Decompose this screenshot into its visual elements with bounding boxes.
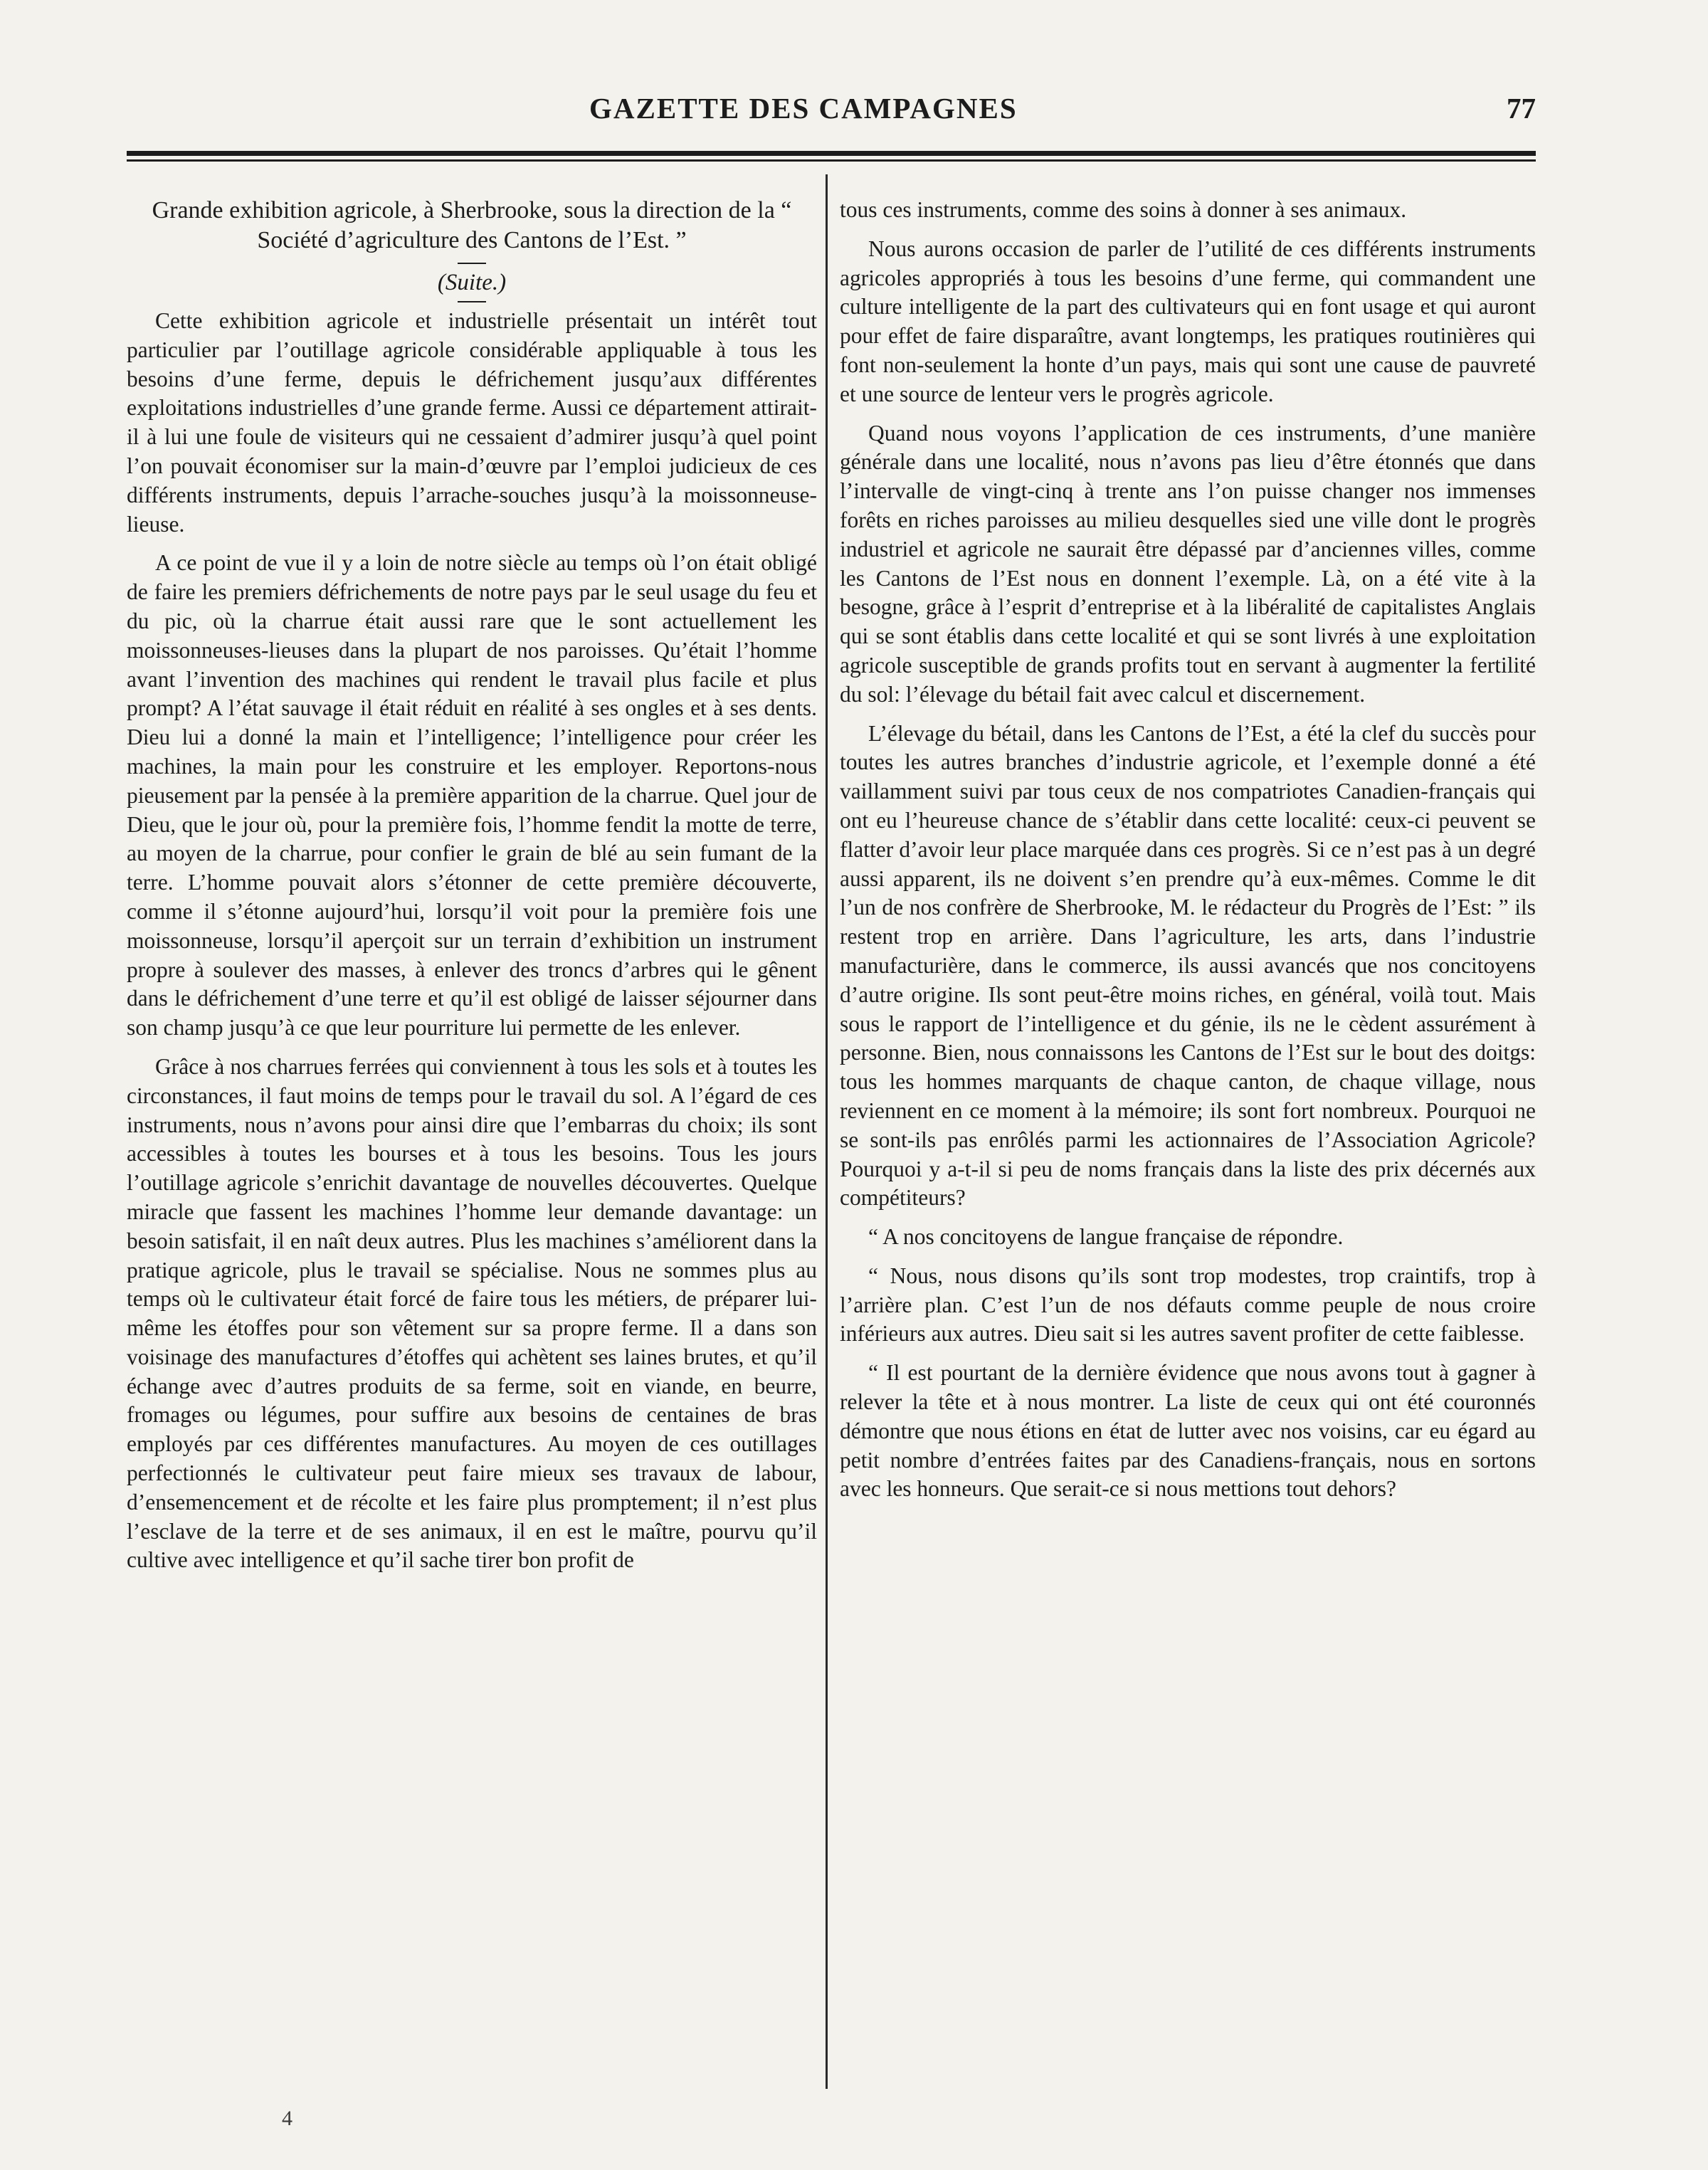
paragraph: Quand nous voyons l’application de ces instruments, d’une manière générale dans une localité, nous n’avons pas lieu d’être étonnés que dans l’intervalle de vingt-cinq à trente ans l’on puisse changer nos immenses forêts en riches paroisses au milieu desquelles sied une ville dont le progrès industriel et agricole ne saurait être dépassé par d’anciennes villes, comme les Cantons de l’Est nous en donnent l’exemple. Là, on a été vite à la besogne, grâce à l’esprit d’entreprise et à la libéralité de capitalistes Anglais qui se sont établis dans cette localité et qui se sont livrés à une exploitation agricole susceptible de grands profits tout en servant à augmenter la fertilité du sol: l’élevage du bétail fait avec calcul et discernement.	[840, 420, 1536, 707]
paragraph: “ A nos concitoyens de langue française de répondre.	[868, 1224, 1344, 1250]
header-rule-thin	[127, 159, 1536, 162]
continuation-label: (Suite.)	[437, 270, 507, 295]
title-short-rule	[458, 263, 486, 264]
suite-short-rule	[458, 301, 486, 302]
paragraph: Cette exhibition agricole et industrielle présentait un intérêt tout particulier par l’outillage agricole considérable appliquable à tous les besoins d’une ferme, depuis le défrichement jusqu’aux différentes exploitations industrielles d’une grande ferme. Aussi ce département attirait-il à lui une foule de visiteurs qui ne cessaient d’admirer jusqu’à quel point l’on pouvait économiser sur la main-d’œuvre par l’emploi judicieux de ces différents instruments, depuis l’arrache-souches jusqu’à la moissonneuse-lieuse.	[127, 308, 817, 537]
left-column	[127, 196, 817, 2103]
article-title: Grande exhibition agricole, à Sherbrooke, sous la direction de la “ Société d’agriculture des Cantons de l’Est. ”	[152, 197, 792, 253]
printer-signature-mark: 4	[282, 2107, 292, 2130]
paragraph-continued: tous ces instruments, comme des soins à donner à ses animaux.	[840, 197, 1407, 222]
column-divider	[826, 174, 828, 2089]
paragraph: “ Nous, nous disons qu’ils sont trop modestes, trop craintifs, trop à l’arrière plan. C’est l’un de nos défauts comme peuple de nous croire inférieurs aux autres. Dieu sait si les autres savent profiter de cette faiblesse.	[840, 1263, 1536, 1347]
page-header	[127, 91, 1536, 134]
page-number: 77	[1507, 92, 1536, 125]
journal-title: GAZETTE DES CAMPAGNES	[589, 92, 1018, 125]
right-column	[840, 196, 1536, 2103]
header-rule-thick	[127, 151, 1536, 156]
paragraph: L’élevage du bétail, dans les Cantons de l’Est, a été la clef du succès pour toutes les autres branches d’industrie agricole, et l’exemple donné a été vaillamment suivi par tous ceux de nos compatriotes Canadien-français qui ont eu l’heureuse chance de s’établir dans cette localité: ceux-ci peuvent se flatter d’avoir leur place marquée dans ces progrès. Si ce n’est pas à un degré aussi apparent, ils ne doivent s’en prendre qu’à eux-mêmes. Comme le dit l’un de nos confrère de Sherbrooke, M. le rédacteur du Progrès de l’Est: ” ils restent trop en arrière. Dans l’agriculture, les arts, dans l’industrie manufacturière, dans le commerce, ils aussi avancés que nos concitoyens d’autre origine. Ils sont peut-être moins riches, en général, voilà tout. Mais sous le rapport de l’intelligence et du génie, ils ne le cèdent assurément à personne. Bien, nous connaissons les Cantons de l’Est sur le bout des doitgs: tous les hommes marquants de chaque canton, de chaque village, nous reviennent en ce moment à la mémoire; ils sont fort nombreux. Pourquoi ne se sont-ils pas enrôlés parmi les actionnaires de l’Association Agricole? Pourquoi y a-t-il si peu de noms français dans la liste des prix décernés aux compétiteurs?	[840, 720, 1536, 1211]
paragraph: Nous aurons occasion de parler de l’utilité de ces différents instruments agricoles appropriés à tous les besoins d’une ferme, qui commandent une culture intelligente de la part des cultivateurs qui en font usage et qui auront pour effet de faire disparaître, avant longtemps, les pratiques routinières qui font non-seulement la honte d’un pays, mais qui sont une cause de pauvreté et une source de lenteur vers le progrès agricole.	[840, 236, 1536, 406]
paragraph: Grâce à nos charrues ferrées qui conviennent à tous les sols et à toutes les circonstances, il faut moins de temps pour le travail du sol. A l’égard de ces instruments, nous n’avons pour ainsi dire que l’embarras du choix; ils sont accessibles à toutes les bourses et à tous les besoins. Tous les jours l’outillage agricole s’enrichit davantage de nouvelles découvertes. Quelque miracle que fassent les machines l’homme leur demande davantage: un besoin satisfait, il en naît deux autres. Plus les machines s’améliorent dans la pratique agricole, plus le travail se spécialise. Nous ne sommes plus au temps où le cultivateur était forcé de faire tous les métiers, de préparer lui-même les étoffes pour son vêtement sur sa propre ferme. Il a dans son voisinage des manufactures d’étoffes qui achètent ses laines brutes, et qu’il échange avec d’autres produits de sa ferme, soit en viande, en beurre, fromages ou légumes, pour suffire aux besoins de centaines de bras employés par ces différentes manufactures. Au moyen de ces outillages perfectionnés le cultivateur peut faire mieux ses travaux de labour, d’ensemencement et de récolte et les faire plus promptement; il n’est plus l’esclave de la terre et de ses animaux, il en est le maître, pourvu qu’il cultive avec intelligence et qu’il sache tirer bon profit de	[127, 1053, 817, 1573]
paragraph: A ce point de vue il y a loin de notre siècle au temps où l’on était obligé de faire les premiers défrichements de notre pays par le seul usage du feu et du pic, où la charrue était aussi rare que le sont actuellement les moissonneuses-lieuses dans la plupart de nos paroisses. Qu’était l’homme avant l’invention des machines qui rendent le travail plus facile et plus prompt? A l’état sauvage il était réduit en réalité à ses ongles et à ses dents. Dieu lui a donné la main et l’intelligence; l’intelligence pour créer les machines, la main pour les construire et les employer. Reportons-nous pieusement par la pensée à la première apparition de la charrue. Quel jour de Dieu, que le jour où, pour la première fois, l’homme fendit la motte de terre, au moyen de la charrue, pour confier le grain de blé au sein fumant de la terre. L’homme pouvait alors s’étonner de cette première découverte, comme il s’étonne aujourd’hui, lorsqu’il voit pour la première fois une moissonneuse, lorsqu’il aperçoit sur un terrain d’exhibition un instrument propre à soulever des masses, à enlever des troncs d’arbres qui le gênent dans le défrichement d’une terre et qu’il est obligé de laisser séjourner dans son champ jusqu’à ce que leur pourriture lui permette de les enlever.	[127, 550, 817, 1041]
paragraph: “ Il est pourtant de la dernière évidence que nous avons tout à gagner à relever la tête et à nous montrer. La liste de ceux qui ont été couronnés démontre que nous étions en état de lutter avec nos voisins, car eu égard au petit nombre d’entrées faites par des Canadiens-français, nous en sortons avec les honneurs. Que serait-ce si nous mettions tout dehors?	[840, 1360, 1536, 1502]
